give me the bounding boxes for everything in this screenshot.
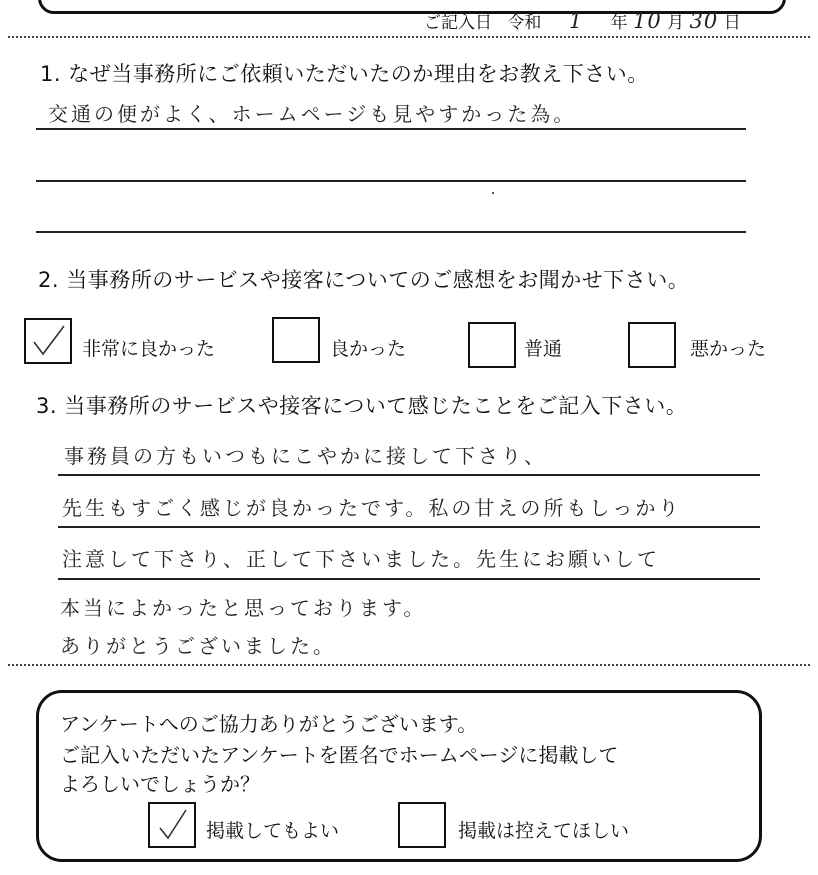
divider-bottom — [8, 664, 810, 666]
q3-answer-line-4: 本当によかったと思っております。 — [60, 596, 427, 620]
q2-option-bad-checkbox[interactable] — [628, 322, 676, 368]
q1-answer-line-2 — [36, 180, 746, 182]
q2-option-bad-label: 悪かった — [690, 338, 767, 360]
q2-option-very-good-checkbox[interactable] — [24, 318, 72, 364]
era-label: 令和 — [507, 13, 542, 33]
consent-line-2: ご記入いただいたアンケートを匿名でホームページに掲載して — [60, 743, 619, 767]
day-value: 30 — [689, 9, 719, 33]
q3-answer-line-5: ありがとうございました。 — [60, 634, 336, 658]
month-value: 10 — [633, 9, 662, 33]
date-line — [424, 8, 741, 33]
divider-top — [8, 36, 810, 38]
q2-option-good-checkbox[interactable] — [272, 317, 320, 363]
q3-rule-2 — [58, 526, 760, 528]
q1-answer-line-3 — [36, 231, 746, 233]
consent-line-3: よろしいでしょうか？ — [60, 772, 260, 796]
q1-answer: 交通の便がよく、ホームページも見やすかった為。 — [48, 102, 577, 126]
day-unit: 日 — [723, 13, 741, 33]
consent-allow-label: 掲載してもよい — [206, 820, 340, 842]
q3-answer-line-3: 注意して下さり、正して下さいました。先生にお願いして — [62, 547, 660, 571]
q3-rule-3 — [58, 578, 760, 580]
q2-title: 2. 当事務所のサービスや接客についてのご感想をお聞かせ下さい。 — [38, 268, 690, 292]
month-unit: 月 — [667, 13, 685, 33]
q3-answer-line-1: 事務員の方もいつもにこやかに接して下さり、 — [64, 444, 547, 468]
q2-option-very-good-label: 非常に良かった — [82, 338, 216, 360]
year-value: 1 — [568, 9, 584, 33]
check-mark-icon — [26, 320, 70, 362]
q1-title: 1. なぜ当事務所にご依頼いただいたのか理由をお教え下さい。 — [40, 62, 649, 86]
consent-decline-label: 掲載は控えてほしい — [458, 820, 630, 842]
check-mark-icon — [150, 804, 194, 846]
consent-decline-checkbox[interactable] — [398, 802, 446, 848]
q2-option-average-checkbox[interactable] — [468, 322, 516, 368]
year-unit: 年 — [610, 13, 628, 33]
consent-allow-checkbox[interactable] — [148, 802, 196, 848]
consent-line-1: アンケートへのご協力ありがとうございます。 — [60, 712, 478, 736]
q1-answer-line-1 — [36, 128, 746, 130]
q3-title: 3. 当事務所のサービスや接客について感じたことをご記入下さい。 — [36, 394, 688, 418]
q2-option-average-label: 普通 — [524, 338, 563, 360]
q3-answer-line-2: 先生もすごく感じが良かったです。私の甘えの所もしっかり — [62, 496, 682, 520]
speck — [492, 192, 494, 194]
q2-option-good-label: 良かった — [330, 338, 407, 360]
date-label: ご記入日 — [424, 13, 492, 33]
q3-rule-1 — [58, 474, 760, 476]
